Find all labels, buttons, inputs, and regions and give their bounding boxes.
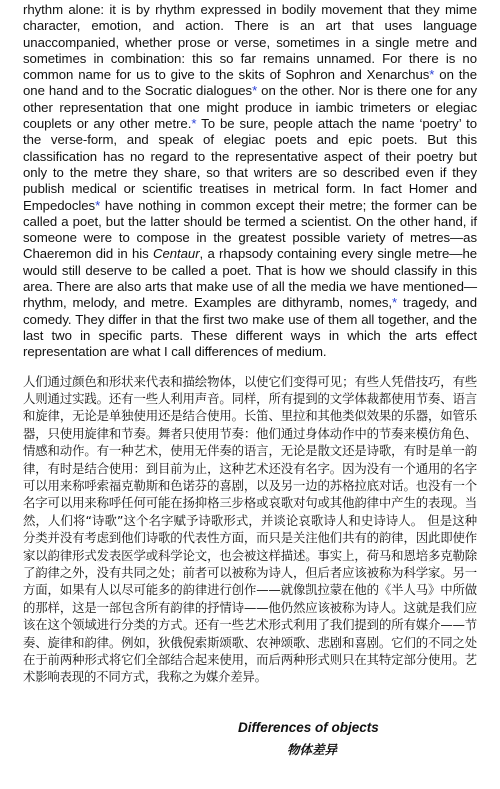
english-text-1: rhythm alone: it is by rhythm expressed in bodily movement that they mime character, emotion, and action. There is an art that uses language unaccompanied, whether prose or verse, sometimes in a single metre and sometimes in combination: this so far remains unnamed. For there is no common name for us to give to the skits of Sophron and Xenarchus (23, 2, 477, 83)
english-text-7: tragedy, and comedy. They differ in that the first two make use of them all together, and the last two in specific parts. These different ways in which the arts effect representation are what I call differences of medium. (23, 295, 478, 360)
footnote-asterisk-4[interactable]: * (95, 197, 101, 213)
footnote-asterisk-1[interactable]: * (429, 67, 435, 83)
footnote-asterisk-2[interactable]: * (252, 83, 258, 99)
english-text-3: on the other. Nor is there one for any other representation that one might produce in iambic trimeters or elegiac couplets or any other metre. (23, 83, 477, 132)
english-text-4: To be sure, people attach the name ‘poetry’ to the verse-form, and speak of elegiac poets and epic poets. But this classification has no regard to the representative aspect of their poetry but only to the metre they share, so that writers are so described even if they publish medical or scientific treatises in metrical form. In fact Homer and Empedocles (23, 116, 478, 213)
footnote-asterisk-5[interactable]: * (392, 295, 398, 311)
heading-chinese: 物体差异 (287, 742, 338, 757)
chinese-paragraph: 人们通过颜色和形状来代表和描绘物体，以使它们变得可见；有些人凭借技巧，有些人则通过实践。还有一些人利用声音。同样，所有提到的文学体裁都使用节奏、语言和旋律，无论是单独使用还是结合使用。长笛、里拉和其他类似效果的乐器，如管乐器，只使用旋律和节奏。舞者只使用节奏：他们通过身体动作中的节奏来模仿角色、情感和动作。有一种艺术，使用无伴奏的语言，无论是散文还是诗歌，有时是单一韵律，有时是结合使用：到目前为止，这种艺术还没有名字。因为没有一个通用的名字可以用来称呼索福克勒斯和色诺芬的喜剧，以及另一边的苏格拉底对话。也没有一个名字可以用来称呼任何可能在扬抑格三步格或哀歌对句或其他韵律中产生的表现。当然，人们将“诗歌”这个名字赋予诗歌形式，并谈论哀歌诗人和史诗诗人。 但是这种分类并没有考虑到他们诗歌的代表性方面，而只是关注他们共有的韵律，因此即使作家以韵律形式发表医学或科学论文，也会被这样描述。事实上，荷马和恩培多克勒除了韵律之外，没有共同之处；前者可以被称为诗人，但后者应该被称为科学家。另一方面，如果有人以尽可能多的韵律进行创作——就像凯拉蒙在他的《半人马》中所做的那样，这是一部包含所有韵律的抒情诗——他仍然应该被称为诗人。这就是我们应该在这个领域进行分类的方式。还有一些艺术形式利用了我们提到的所有媒介——节奏、旋律和韵律。例如，狄俄倪索斯颂歌、农神颂歌、悲剧和喜剧。它们的不同之处在于前两种形式将它们全部结合起来使用，而后两种形式则只在其特定部分使用。艺术影响表现的不同方式，我称之为媒介差异。 (23, 373, 477, 685)
english-paragraph (23, 2, 477, 361)
centaur-title: Centaur (152, 246, 200, 262)
english-text-6: , a rhapsody containing every single metre—he would still deserve to be called a poet. That is how we should classify in this area. There are also arts that make use of all the media we have mentioned—rhythm, melody, and metre. Examples are dithyramb, nomes, (23, 246, 478, 311)
heading-english: Differences of objects (238, 720, 379, 735)
footnote-asterisk-3[interactable]: * (191, 116, 197, 132)
english-text-2: on the one hand and to the Socratic dialogues (23, 67, 477, 99)
english-text-5: have nothing in common except their metre; the former can be called a poet, but the latter should be termed a scientist. On the other hand, if someone were to compose in the greatest possible variety of metres—as Chaeremon did in his (23, 197, 477, 262)
